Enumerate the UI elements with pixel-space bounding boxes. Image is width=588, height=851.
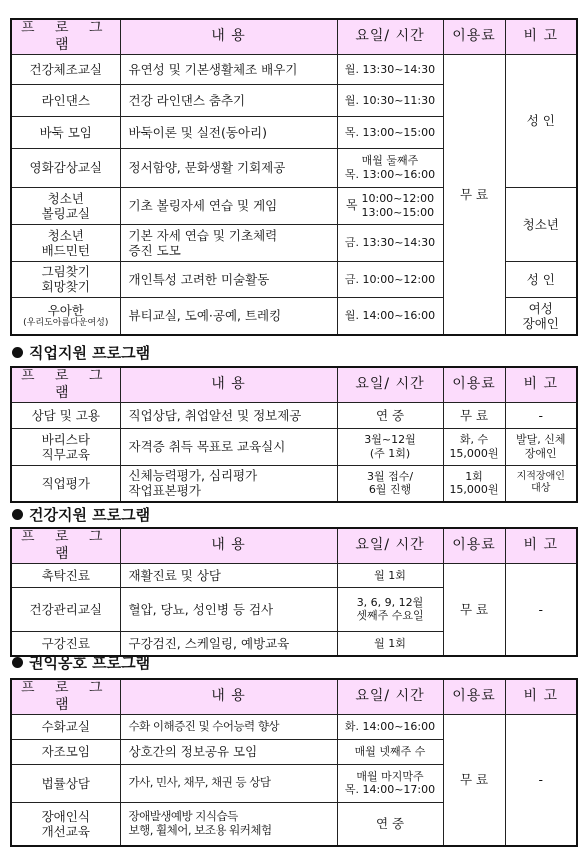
program-time: 월. 14:00~16:00 xyxy=(337,297,443,335)
time-line2: 6월 진행 xyxy=(368,483,412,497)
section-title-rights xyxy=(12,652,150,673)
job-program-table xyxy=(10,366,578,503)
fee-cell: 무 료 xyxy=(443,402,505,428)
program-name: 라인댄스 xyxy=(11,84,120,116)
program-content: 수화 이해증진 및 수어능력 향상 xyxy=(120,714,337,739)
program-time: 매월 넷째주 수 xyxy=(337,739,443,764)
header-note: 비 고 xyxy=(505,19,577,54)
program-time: 목. 13:00~15:00 xyxy=(337,116,443,148)
program-time: 연 중 xyxy=(337,802,443,846)
culture-program-table xyxy=(10,18,578,336)
program-content: 재활진료 및 상담 xyxy=(120,563,337,587)
program-time: 월. 10:30~11:30 xyxy=(337,84,443,116)
program-content xyxy=(120,802,337,846)
time-line2: 셋째주 수요일 xyxy=(356,609,424,623)
program-line2: 볼링교실 xyxy=(41,205,90,221)
content-line2: 작업표본평가 xyxy=(128,483,201,499)
header-fee: 이용료 xyxy=(443,367,505,402)
program-content: 직업상담, 취업알선 및 정보제공 xyxy=(120,402,337,428)
program-content: 유연성 및 기본생활체조 배우기 xyxy=(120,54,337,84)
time-lines xyxy=(361,192,434,218)
program-time xyxy=(337,428,443,465)
program-time xyxy=(337,587,443,631)
program-name xyxy=(11,187,120,224)
fee-line2: 15,000원 xyxy=(449,483,499,497)
program-name: 구강진료 xyxy=(11,631,120,656)
note-cell: - xyxy=(505,563,577,656)
bullet-icon xyxy=(12,509,23,520)
program-name: 바둑 모임 xyxy=(11,116,120,148)
header-program: 프 로 그 램 xyxy=(11,367,120,402)
header-time: 요일/ 시간 xyxy=(337,367,443,402)
program-name: 자조모임 xyxy=(11,739,120,764)
program-name xyxy=(11,802,120,846)
table-row xyxy=(11,402,577,428)
program-content: 혈압, 당뇨, 성인병 등 검사 xyxy=(120,587,337,631)
note-cell xyxy=(505,428,577,465)
section-title-job xyxy=(12,342,150,363)
header-program: 프 로 그 램 xyxy=(11,528,120,563)
header-program: 프 로 그 램 xyxy=(11,679,120,714)
note-line1: 지적장애인 xyxy=(516,471,565,483)
time-line2: 목. 14:00~17:00 xyxy=(344,783,436,797)
program-line1: 바리스타 xyxy=(41,431,90,447)
note-line2: 장애인 xyxy=(524,446,557,460)
content-line2: 증진 도모 xyxy=(128,242,181,258)
program-name: 촉탁진료 xyxy=(11,563,120,587)
fee-cell: 무 료 xyxy=(443,714,505,846)
program-time: 금. 13:30~14:30 xyxy=(337,224,443,261)
header-content: 내 용 xyxy=(120,679,337,714)
health-program-table xyxy=(10,527,578,657)
header-time: 요일/ 시간 xyxy=(337,528,443,563)
program-name xyxy=(11,224,120,261)
table-row xyxy=(11,54,577,84)
program-time: 연 중 xyxy=(337,402,443,428)
content-line1: 기본 자세 연습 및 기초체력 xyxy=(128,227,278,243)
header-time: 요일/ 시간 xyxy=(337,679,443,714)
program-time: 월. 13:30~14:30 xyxy=(337,54,443,84)
time-line1: 10:00~12:00 xyxy=(361,192,435,206)
header-fee: 이용료 xyxy=(443,528,505,563)
program-time xyxy=(337,187,443,224)
program-name xyxy=(11,428,120,465)
header-note: 비 고 xyxy=(505,679,577,714)
program-content: 뷰티교실, 도예·공예, 트레킹 xyxy=(120,297,337,335)
header-fee: 이용료 xyxy=(443,679,505,714)
note-cell xyxy=(505,297,577,335)
note-line1: 여성 xyxy=(528,300,553,316)
fee-line2: 15,000원 xyxy=(449,446,499,460)
section-title-text: 건강지원 프로그램 xyxy=(29,506,151,524)
program-name: 건강관리교실 xyxy=(11,587,120,631)
program-line1: 그림찾기 xyxy=(41,264,90,280)
time-line1: 3, 6, 9, 12월 xyxy=(356,595,424,609)
fee-cell: 무 료 xyxy=(443,563,505,656)
program-content: 바둑이론 및 실전(동아리) xyxy=(120,116,337,148)
program-time: 화. 14:00~16:00 xyxy=(337,714,443,739)
fee-line1: 1회 xyxy=(465,470,483,484)
note-cell: 성 인 xyxy=(505,261,577,297)
table-row xyxy=(11,563,577,587)
rights-program-table xyxy=(10,678,578,847)
table-header-row xyxy=(11,19,577,54)
program-line1: 청소년 xyxy=(47,227,84,243)
program-line1: 장애인식 xyxy=(41,808,90,824)
program-name xyxy=(11,297,120,335)
fee-line1: 화, 수 xyxy=(459,433,489,447)
note-cell: 성 인 xyxy=(505,54,577,187)
program-content xyxy=(120,224,337,261)
header-content: 내 용 xyxy=(120,19,337,54)
program-time: 금. 10:00~12:00 xyxy=(337,261,443,297)
time-line2: 13:00~15:00 xyxy=(361,205,435,219)
program-line1: 우아한 xyxy=(47,302,84,318)
program-content: 건강 라인댄스 춤추기 xyxy=(120,84,337,116)
section-title-text: 직업지원 프로그램 xyxy=(29,344,151,362)
program-name: 영화감상교실 xyxy=(11,148,120,187)
program-content: 개인특성 고려한 미술활동 xyxy=(120,261,337,297)
time-line2: 목. 13:00~16:00 xyxy=(344,167,436,181)
program-content: 가사, 민사, 채무, 채권 등 상담 xyxy=(120,764,337,802)
header-fee: 이용료 xyxy=(443,19,505,54)
program-name: 법률상담 xyxy=(11,764,120,802)
program-content: 상호간의 정보공유 모임 xyxy=(120,739,337,764)
note-line2: 장애인 xyxy=(522,315,559,331)
program-content: 기초 볼링자세 연습 및 게임 xyxy=(120,187,337,224)
bullet-icon xyxy=(12,347,23,358)
table-row xyxy=(11,714,577,739)
fee-cell xyxy=(443,465,505,502)
program-time xyxy=(337,465,443,502)
time-split xyxy=(346,192,434,218)
header-time: 요일/ 시간 xyxy=(337,19,443,54)
header-program: 프 로 그 램 xyxy=(11,19,120,54)
table-row xyxy=(11,465,577,502)
program-line2: 회망찾기 xyxy=(41,279,90,295)
program-time: 월 1회 xyxy=(337,563,443,587)
table-header-row xyxy=(11,367,577,402)
bullet-icon xyxy=(12,657,23,668)
note-cell: - xyxy=(505,714,577,846)
header-content: 내 용 xyxy=(120,528,337,563)
program-line1: 청소년 xyxy=(47,190,84,206)
content-line2: 보행, 휠체어, 보조용 워커체험 xyxy=(128,822,272,837)
program-time xyxy=(337,148,443,187)
table-row xyxy=(11,428,577,465)
program-name: 건강체조교실 xyxy=(11,54,120,84)
note-line2: 대상 xyxy=(531,483,551,495)
program-line2: 직무교육 xyxy=(41,446,90,462)
program-name: 직업평가 xyxy=(11,465,120,502)
fee-cell xyxy=(443,428,505,465)
program-name xyxy=(11,261,120,297)
content-line1: 신체능력평가, 심리평가 xyxy=(128,468,258,484)
program-line2: 배드민턴 xyxy=(41,242,90,258)
program-name: 상담 및 고용 xyxy=(11,402,120,428)
section-title-health xyxy=(12,504,150,525)
header-content: 내 용 xyxy=(120,367,337,402)
program-content xyxy=(120,465,337,502)
fee-cell: 무 료 xyxy=(443,54,505,335)
program-time: 월 1회 xyxy=(337,631,443,656)
program-line2: 개선교육 xyxy=(41,823,90,839)
time-line1: 매월 마지막주 xyxy=(356,769,424,783)
program-line2: (우리도아름다운여성) xyxy=(23,317,109,328)
note-cell: 청소년 xyxy=(505,187,577,261)
note-cell: - xyxy=(505,402,577,428)
content-line1: 장애발생예방 지식습득 xyxy=(128,809,238,824)
table-header-row xyxy=(11,679,577,714)
program-content: 구강검진, 스케일링, 예방교육 xyxy=(120,631,337,656)
time-line1: 3월~12월 xyxy=(364,433,416,447)
header-note: 비 고 xyxy=(505,528,577,563)
program-name: 수화교실 xyxy=(11,714,120,739)
time-prefix: 목 xyxy=(345,198,358,213)
note-cell xyxy=(505,465,577,502)
table-header-row xyxy=(11,528,577,563)
program-content: 자격증 취득 목표로 교육실시 xyxy=(120,428,337,465)
time-line1: 3월 접수/ xyxy=(366,470,414,484)
program-time xyxy=(337,764,443,802)
program-content: 정서함양, 문화생활 기회제공 xyxy=(120,148,337,187)
note-line1: 발달, 신체 xyxy=(516,433,566,447)
time-line2: (주 1회) xyxy=(369,446,411,460)
time-line1: 매월 둘째주 xyxy=(361,154,419,168)
section-title-text: 권익옹호 프로그램 xyxy=(29,654,151,672)
header-note: 비 고 xyxy=(505,367,577,402)
